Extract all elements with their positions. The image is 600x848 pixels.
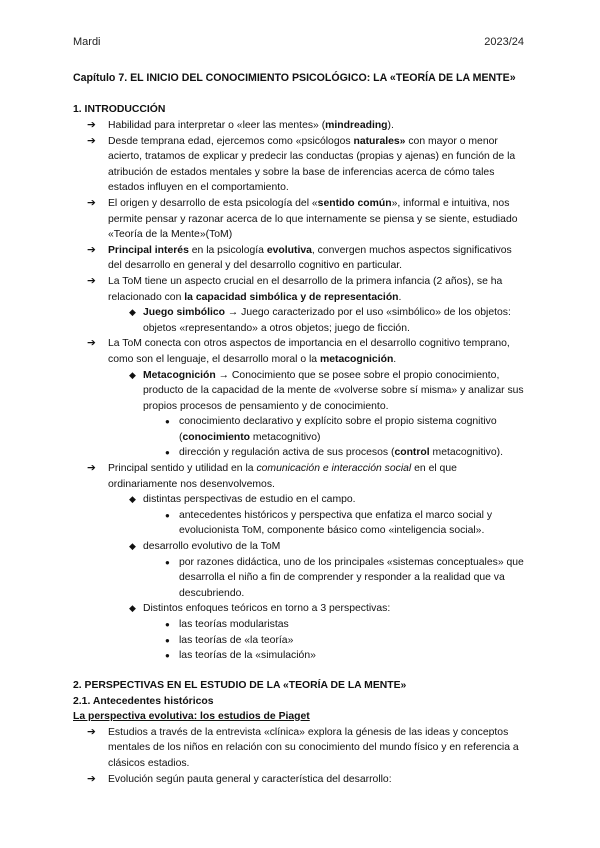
header-right: 2023/24 <box>484 36 524 48</box>
arrow-bullet-icon: ➔ <box>87 196 96 209</box>
list-item: ● conocimiento declarativo y explícito sobre el propio sistema cognitivo (conocimiento metacognitivo) <box>165 416 497 443</box>
list-item: ➔ Desde temprana edad, ejercemos como «psicólogos naturales» con mayor o menor acierto, tratamos de explicar y predecir las conductas (propias y ajenas) en función de la atribución de estados mentales y sobre la base de inferencias acerca de cómo tales estados influyen en el comportamiento. <box>87 134 516 194</box>
arrow-bullet-icon: ➔ <box>87 134 96 147</box>
list-item: ● las teorías de «la teoría» <box>73 633 528 649</box>
dot-bullet-icon: ● <box>165 448 170 458</box>
dot-bullet-icon: ● <box>165 651 170 661</box>
subsection-heading: 2.1. Antecedentes históricos <box>73 695 214 707</box>
document-body <box>73 70 528 787</box>
arrow-bullet-icon: ➔ <box>87 772 96 785</box>
diamond-bullet-icon: ◆ <box>129 541 136 552</box>
diamond-bullet-icon: ◆ <box>129 369 136 380</box>
list-item: ● antecedentes históricos y perspectiva que enfatiza el marco social y evolucionista ToM, componente básico como «inteligencia social». <box>165 509 493 537</box>
list-item: ◆ desarrollo evolutivo de la ToM <box>73 539 528 555</box>
list-item: ➔ El origen y desarrollo de esta psicología del «sentido común», informal e intuitiva, nos permite pensar y razonar acerca de lo que internamente se piensa y se siente, estudiado «Teoría de la Mente»(ToM) <box>87 196 518 241</box>
list-item: ◆ Distintos enfoques teóricos en torno a 3 perspectivas: <box>73 601 528 617</box>
dot-bullet-icon: ● <box>165 635 170 645</box>
list-item: ➔ Principal interés en la psicología evolutiva, convergen muchos aspectos significativos del desarrollo en general y del desarrollo cognitivo en particular. <box>87 243 512 272</box>
dot-bullet-icon: ● <box>165 557 170 567</box>
arrow-bullet-icon: ➔ <box>87 274 96 287</box>
arrow-bullet-icon: ➔ <box>87 337 96 350</box>
dot-bullet-icon: ● <box>165 510 170 520</box>
chapter-title: Capítulo 7. EL INICIO DEL CONOCIMIENTO PSICOLÓGICO: LA «TEORÍA DE LA MENTE» <box>73 72 516 84</box>
list-item: ● las teorías de la «simulación» <box>73 648 528 664</box>
list-item: ➔ La ToM tiene un aspecto crucial en el desarrollo de la primera infancia (2 años), se ha relacionado con la capacidad simbólica y de representación. <box>87 274 503 303</box>
arrow-bullet-icon: ➔ <box>87 462 96 475</box>
arrow-bullet-icon: ➔ <box>87 243 96 256</box>
list-item: ● las teorías modularistas <box>73 617 528 633</box>
list-item: ◆ Metacognición → Conocimiento que se posee sobre el propio conocimiento, producto de la capacidad de la mente de «volverse sobre sí misma» y analizar sus propios procesos de pensamiento y de conocimiento. <box>129 369 524 412</box>
header-left: Mardi <box>73 36 101 48</box>
list-item: ◆ Juego simbólico → Juego caracterizado por el uso «simbólico» de los objetos: objetos «representando» a otros objetos; juego de ficción. <box>129 307 511 334</box>
section-heading-perspectivas: 2. PERSPECTIVAS EN EL ESTUDIO DE LA «TEORÍA DE LA MENTE» <box>73 679 407 691</box>
dot-bullet-icon: ● <box>165 417 170 427</box>
list-item: ➔ Evolución según pauta general y característica del desarrollo: <box>73 772 528 788</box>
list-item: ➔ Habilidad para interpretar o «leer las mentes» (mindreading). <box>73 118 528 134</box>
list-item: ◆ distintas perspectivas de estudio en el campo. <box>73 492 528 508</box>
list-item: ➔ La ToM conecta con otros aspectos de importancia en el desarrollo cognitivo temprano, como son el lenguaje, el desarrollo moral o la metacognición. <box>87 337 510 365</box>
diamond-bullet-icon: ◆ <box>129 307 136 318</box>
arrow-bullet-icon: ➔ <box>87 119 96 131</box>
list-item: ➔ Principal sentido y utilidad en la comunicación e interacción social en el que ordinariamente nos desenvolvemos. <box>87 462 457 490</box>
diamond-bullet-icon: ◆ <box>129 494 136 505</box>
list-item: ➔ Estudios a través de la entrevista «clínica» explora la génesis de las ideas y conceptos mentales de los niños en relación con su conocimiento del mundo físico y en referencia a clásicos estadios. <box>87 725 519 769</box>
list-item: ● dirección y regulación activa de sus procesos (control metacognitivo). <box>73 445 528 461</box>
diamond-bullet-icon: ◆ <box>129 603 136 614</box>
subsubsection-heading: La perspectiva evolutiva: los estudios de Piaget <box>73 710 310 722</box>
arrow-bullet-icon: ➔ <box>87 725 96 738</box>
dot-bullet-icon: ● <box>165 620 170 629</box>
list-item: ● por razones didáctica, uno de los principales «sistemas conceptuales» que desarrolla el niño a fin de comprender y responder a la realidad que va descubriendo. <box>165 556 524 599</box>
section-heading-introduccion: 1. INTRODUCCIÓN <box>73 104 166 115</box>
